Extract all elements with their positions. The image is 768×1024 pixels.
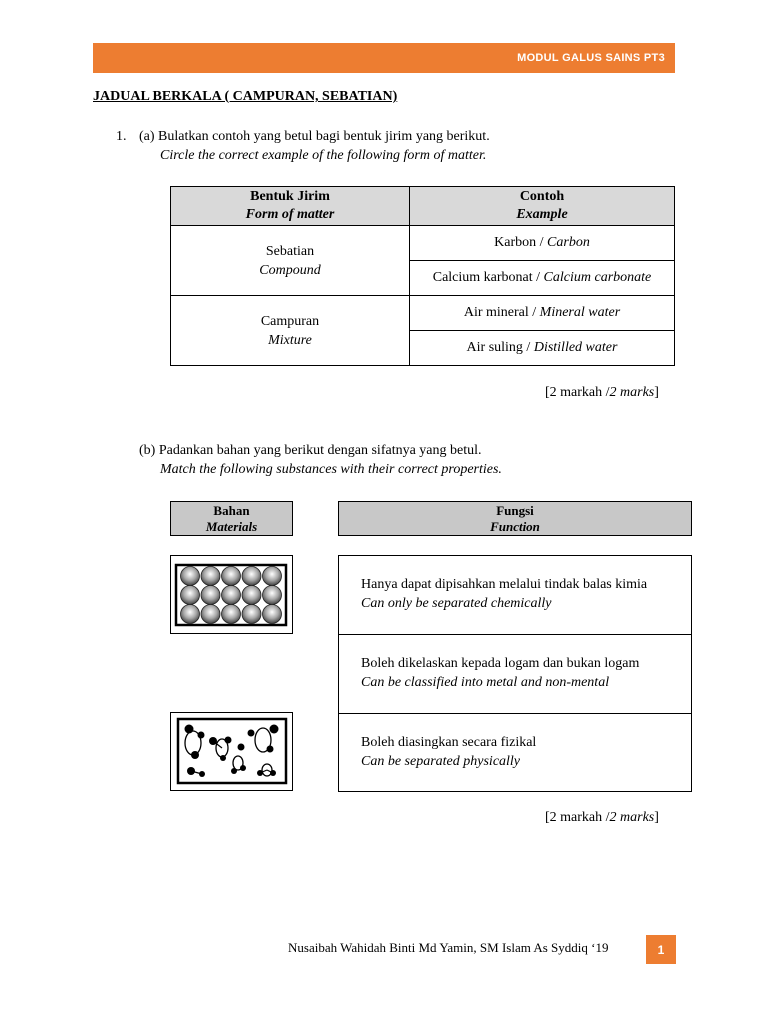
materials-header-en: Materials	[205, 519, 258, 534]
function-ms: Hanya dapat dipisahkan melalui tindak balas kimia	[361, 577, 648, 592]
marks-suffix: ]	[654, 810, 659, 825]
example-en: Carbon	[547, 235, 590, 250]
sphere-particle	[201, 586, 220, 605]
sphere-particle	[242, 605, 261, 624]
sphere-particle	[242, 567, 261, 586]
example-option[interactable]	[410, 226, 675, 261]
header-form-en: Form of matter	[245, 207, 335, 222]
sphere-particle	[222, 586, 241, 605]
part-b-marks	[545, 810, 659, 826]
header-form-ms: Bentuk Jirim	[250, 189, 330, 204]
materials-header-ms: Bahan	[213, 503, 250, 518]
form-cell-compound	[171, 226, 410, 296]
function-header-ms: Fungsi	[496, 503, 534, 518]
page-number	[646, 935, 676, 964]
example-option[interactable]	[410, 331, 675, 366]
marks-en: 2 marks	[609, 385, 655, 400]
example-ms: Air mineral /	[463, 305, 540, 320]
table-row	[171, 296, 675, 331]
function-en: Can be classified into metal and non-mental	[361, 675, 610, 690]
sphere-particle	[263, 605, 282, 624]
part-b-instruction-ms: (b) Padankan bahan yang berikut dengan sifatnya yang betul.	[139, 443, 482, 458]
example-option[interactable]	[410, 261, 675, 296]
part-a-marks	[545, 385, 659, 401]
sphere-particle	[181, 567, 200, 586]
function-item[interactable]	[339, 635, 691, 714]
sphere-particle	[181, 586, 200, 605]
form-mixture-ms: Campuran	[260, 313, 320, 329]
marks-prefix: [2 markah /	[545, 385, 610, 400]
example-ms: Air suling /	[466, 340, 534, 355]
sphere-particle	[263, 567, 282, 586]
example-en: Calcium carbonate	[543, 270, 652, 285]
page-number-label: 1	[657, 942, 665, 957]
function-item[interactable]	[339, 556, 691, 635]
sphere-particle	[201, 567, 220, 586]
header-bar	[93, 43, 675, 73]
sphere-particle	[222, 605, 241, 624]
function-en: Can be separated physically	[361, 754, 521, 769]
material-compound-box[interactable]	[170, 555, 293, 634]
table-row	[171, 226, 675, 261]
packed-spheres-diagram-icon	[171, 556, 292, 633]
function-en: Can only be separated chemically	[361, 596, 552, 611]
header-example	[410, 187, 675, 226]
function-header-en: Function	[490, 519, 540, 534]
part-a-instruction-en: Circle the correct example of the following form of matter.	[160, 148, 487, 163]
example-option[interactable]	[410, 296, 675, 331]
example-ms: Calcium karbonat /	[432, 270, 544, 285]
mixed-molecules-diagram-icon	[171, 713, 292, 790]
footer-author: Nusaibah Wahidah Binti Md Yamin, SM Islam As Syddiq ‘19	[288, 940, 609, 955]
part-a-instruction-ms: (a) Bulatkan contoh yang betul bagi bentuk jirim yang berikut.	[139, 129, 490, 144]
sphere-particle	[242, 586, 261, 605]
section-title: JADUAL BERKALA ( CAMPURAN, SEBATIAN)	[93, 89, 398, 104]
sphere-particle	[201, 605, 220, 624]
function-ms: Boleh diasingkan secara fizikal	[361, 735, 537, 750]
header-example-en: Example	[516, 207, 568, 222]
header-form-of-matter	[171, 187, 410, 226]
form-of-matter-table	[170, 186, 675, 366]
sphere-particle	[263, 586, 282, 605]
form-compound-ms: Sebatian	[265, 243, 315, 259]
material-mixture-box[interactable]	[170, 712, 293, 791]
example-en: Mineral water	[539, 305, 621, 320]
header-example-ms: Contoh	[519, 189, 565, 204]
table-header-row	[171, 187, 675, 226]
header-title: MODUL GALUS SAINS PT3	[517, 52, 665, 64]
marks-prefix: [2 markah /	[545, 810, 610, 825]
example-en: Distilled water	[533, 340, 618, 355]
form-cell-mixture	[171, 296, 410, 366]
marks-suffix: ]	[654, 385, 659, 400]
sphere-particle	[222, 567, 241, 586]
part-b-instruction-en: Match the following substances with their correct properties.	[160, 462, 502, 477]
example-ms: Karbon /	[494, 235, 548, 250]
materials-header	[170, 501, 293, 536]
function-item[interactable]	[339, 714, 691, 793]
sphere-particle	[181, 605, 200, 624]
marks-en: 2 marks	[609, 810, 655, 825]
question-number: 1.	[116, 129, 127, 144]
function-list	[338, 555, 692, 792]
function-ms: Boleh dikelaskan kepada logam dan bukan logam	[361, 656, 640, 671]
form-mixture-en: Mixture	[268, 332, 312, 348]
form-compound-en: Compound	[259, 262, 321, 278]
function-header	[338, 501, 692, 536]
